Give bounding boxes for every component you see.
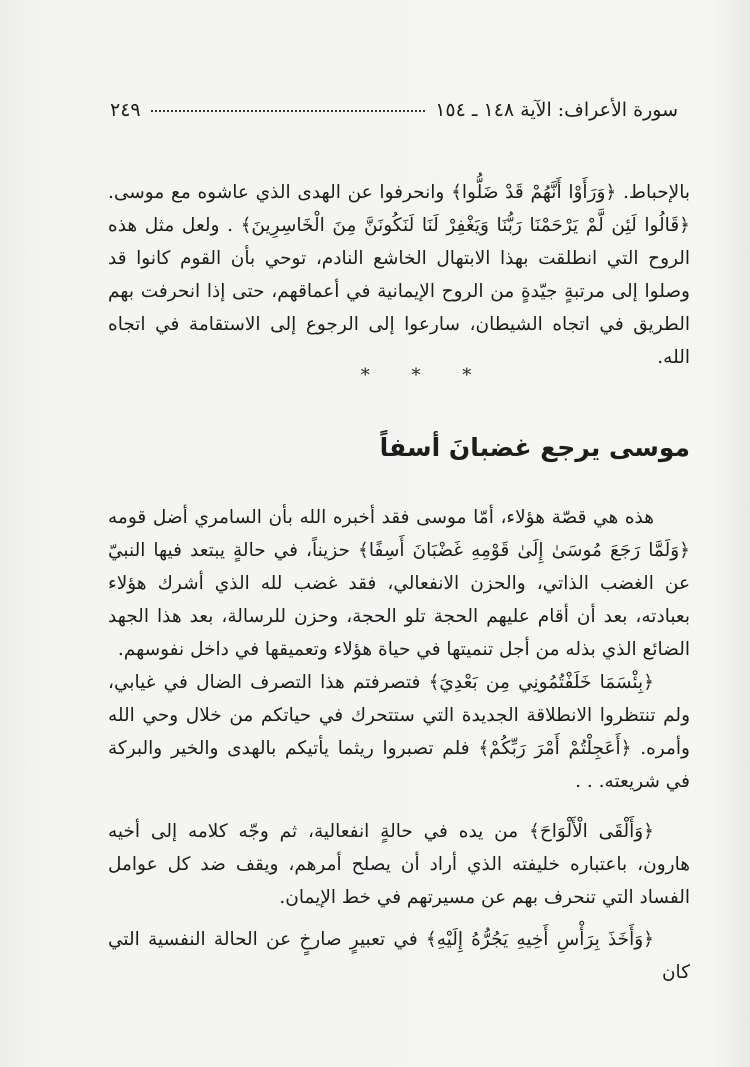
text-span: حزيناً، في حالةٍ يبتعد فيها النبيّ عن الغضب الذاتي، والحزن الانفعالي، فقد غضب لله الذي أشرك هؤلاء بعبادته، بعد أن أقام عليهم الحجة تلو الحجة، وحزن للرسالة، بعد هذا الجهد الضائع الذي بذله من أجل تنميتها في حياة هؤلاء وتعميقها في داخل نفوسهم.: [108, 540, 690, 660]
text-span: في تعبيرٍ صارخٍ عن الحالة النفسية التي كان: [108, 929, 690, 983]
surah-title: سورة الأعراف: الآية ١٤٨ ـ ١٥٤: [435, 99, 678, 121]
leader-dots: [151, 110, 426, 112]
text-span: فتصرفتم هذا التصرف الضال في غيابي، ولم تنتظروا الانطلاقة الجديدة التي ستتحرك في حياتكم من خلال وحي الله وأمره.: [108, 672, 690, 759]
text-span: وانحرفوا عن الهدى الذي عاشوه مع موسى.: [108, 182, 452, 203]
text-span: هذه هي قصّة هؤلاء، أمّا موسى فقد أخبره الله بأن السامري أضل قومه: [108, 507, 654, 528]
section-heading: موسى يرجع غضبانَ أسفاً: [379, 433, 690, 462]
text-span: من يده في حالةٍ انفعالية، ثم وجّه كلامه إلى أخيه هارون، باعتباره خليفته الذي أراد أن يصلح أمرهم، ويقف ضد كل عوامل الفساد التي تنحرف بهم عن مسيرتهم في خط الإيمان.: [108, 821, 690, 908]
paragraph-1: [108, 176, 690, 374]
paragraph-5: [108, 923, 690, 989]
paragraph-3: [108, 666, 690, 798]
paragraph-4: [108, 815, 690, 914]
quran-quote: ﴿وَرَأَوْا أَنَّهُمْ قَدْ ضَلُّوا﴾: [451, 182, 617, 203]
quran-quote: ﴿قَالُوا لَئِن لَّمْ يَرْحَمْنَا رَبُّنَا وَيَغْفِرْ لَنَا لَنَكُونَنَّ مِنَ الْخَاسِرِينَ﴾: [240, 215, 690, 236]
text-span: فلم تصبروا ريثما يأتيكم بالهدى والخير والبركة في شريعته. . .: [108, 738, 690, 792]
quran-quote: ﴿وَأَخَذَ بِرَأْسِ أَخِيهِ يَجُرُّهُ إِلَيْهِ﴾: [425, 929, 654, 950]
text-span: . ولعل مثل هذه الروح التي انطلقت بهذا الابتهال الخاشع النادم، توحي بأن القوم كانوا قد وصلوا إلى مرتبةٍ جيّدةٍ من الروح الإيمانية في أعماقهم، حتى إذا انحرفت بهم الطريق في اتجاه الشيطان، سارعوا إلى الرجوع إلى الاستقامة في اتجاه الله.: [108, 215, 690, 368]
text-span: بالإحباط.: [616, 182, 690, 203]
section-separator: * * *: [360, 365, 490, 386]
quran-quote: ﴿أَعَجِلْتُمْ أَمْرَ رَبِّكُمْ﴾: [478, 738, 632, 759]
quran-quote: ﴿بِئْسَمَا خَلَفْتُمُونِي مِن بَعْدِيَ﴾: [428, 672, 655, 693]
paragraph-2: [108, 501, 690, 666]
page-number: ٢٤٩: [110, 99, 141, 121]
quran-quote: ﴿وَأَلْقَى الْأَلْوَاحَ﴾: [529, 821, 654, 842]
quran-quote: ﴿وَلَمَّا رَجَعَ مُوسَىٰ إِلَىٰ قَوْمِهِ غَضْبَانَ أَسِفًا﴾: [358, 540, 690, 561]
running-header: [110, 99, 678, 127]
